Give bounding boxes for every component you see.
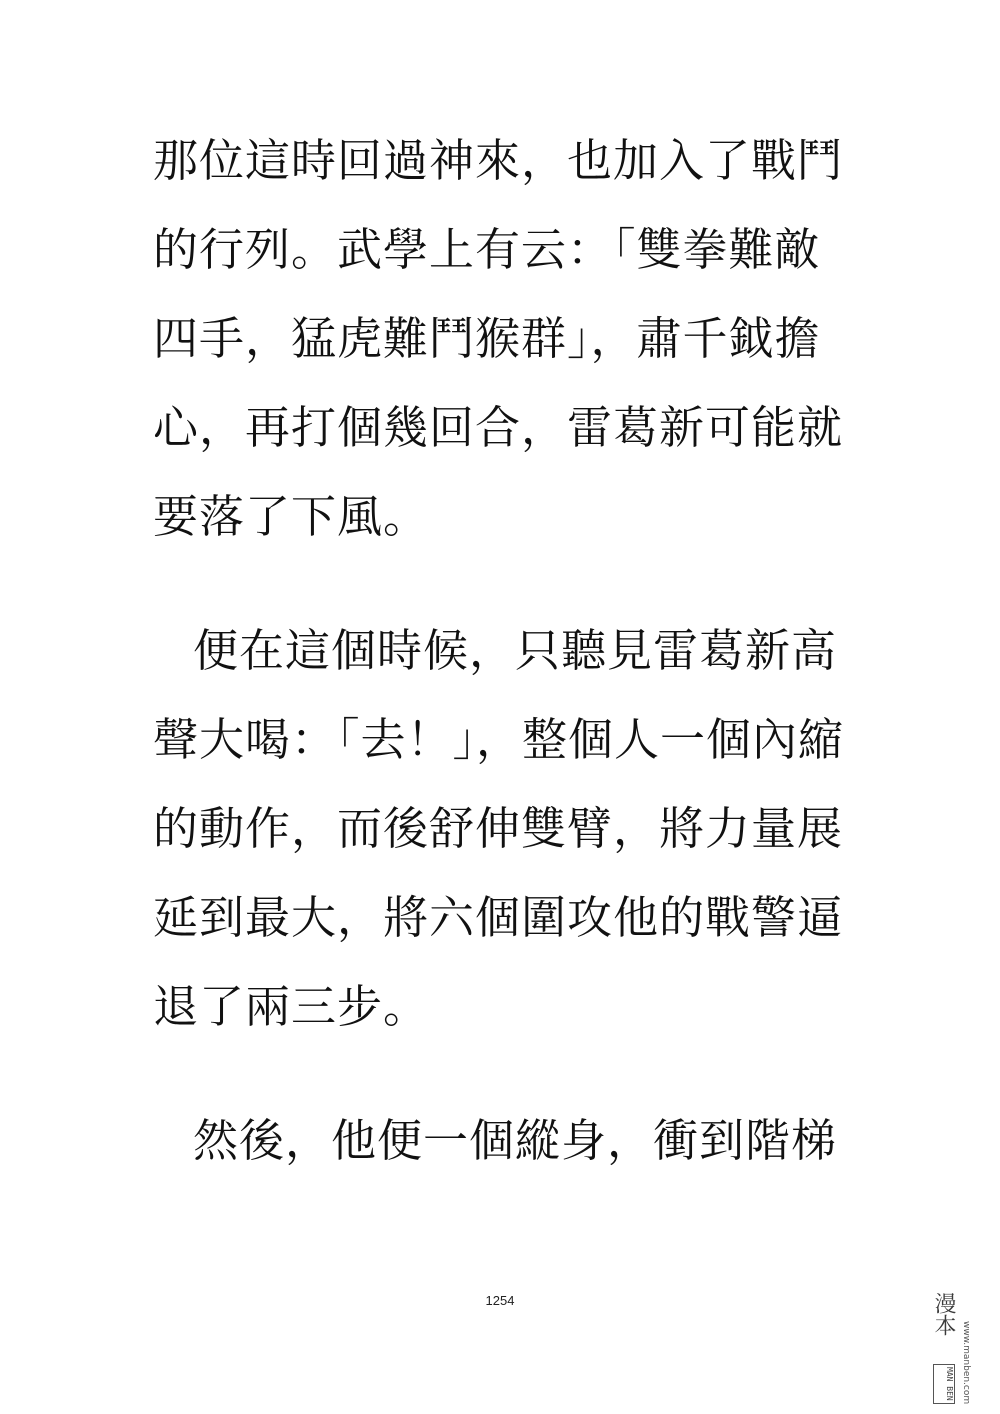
page-number: 1254 xyxy=(485,1293,515,1308)
text-line: 延到最大，將六個圍攻他的戰警逼 xyxy=(153,891,844,944)
watermark-letters: MAN BEN xyxy=(933,1364,955,1404)
text-line: 然後，他便一個縱身，衝到階梯 xyxy=(193,1114,838,1167)
text-line: 心，再打個幾回合，雷葛新可能就 xyxy=(153,401,844,454)
paragraph-gap xyxy=(153,583,853,628)
text-line: 便在這個時候，只聽見雷葛新高 xyxy=(193,624,838,677)
watermark-glyph: 漫本 xyxy=(931,1292,956,1336)
text-line: 那位這時回過神來，也加入了戰鬥 xyxy=(153,134,844,187)
paragraph-3 xyxy=(153,1114,853,1167)
text-line: 的行列。武學上有云：「雙拳難敵 xyxy=(153,223,821,276)
paragraph-2 xyxy=(153,624,853,1033)
text-line: 要落了下風。 xyxy=(153,490,430,543)
watermark-logo xyxy=(933,1268,991,1404)
watermark-mark xyxy=(933,1268,955,1404)
text-line: 聲大喝：「去！」，整個人一個內縮 xyxy=(153,713,845,766)
paragraph-1 xyxy=(153,134,853,543)
text-line: 四手，猛虎難鬥猴群」，肅千鉞擔 xyxy=(153,312,821,365)
watermark-url: www.manben.com xyxy=(961,1320,971,1404)
body-text xyxy=(153,134,853,1207)
text-line: 的動作，而後舒伸雙臂，將力量展 xyxy=(153,802,844,855)
text-line: 退了兩三步。 xyxy=(153,980,430,1033)
paragraph-gap xyxy=(153,1073,853,1118)
